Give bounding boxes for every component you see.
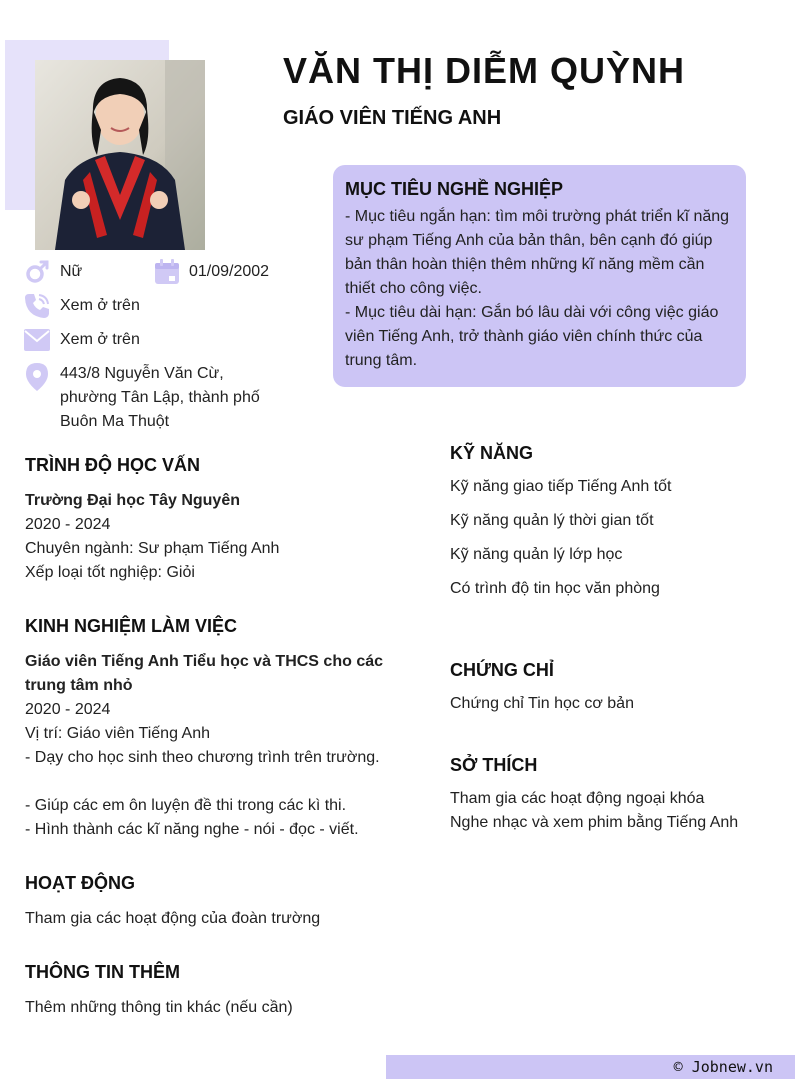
gender-value: Nữ bbox=[60, 263, 83, 280]
job-title: GIÁO VIÊN TIẾNG ANH bbox=[283, 107, 502, 129]
education-grade: Xếp loại tốt nghiệp: Giỏi bbox=[25, 564, 195, 581]
address-line: Buôn Ma Thuột bbox=[60, 413, 170, 430]
dob-value: 01/09/2002 bbox=[189, 263, 270, 280]
candidate-name: VĂN THỊ DIỄM QUỲNH bbox=[283, 50, 686, 91]
skill-item: Có trình độ tin học văn phòng bbox=[450, 580, 660, 597]
experience-duty: - Hình thành các kĩ năng nghe - nói - đọc - viết. bbox=[25, 821, 359, 838]
objective-short-term: - Mục tiêu ngắn hạn: tìm môi trường phát triển kĩ năng sư phạm Tiếng Anh của bản thân, bên cạnh đó giúp bản thân hoàn thiện thêm những kĩ năng mềm cần thiết cho công việc. bbox=[345, 208, 730, 297]
gender-icon bbox=[24, 259, 50, 285]
activities-item: Tham gia các hoạt động của đoàn trường bbox=[25, 910, 321, 927]
experience-heading: KINH NGHIỆM LÀM VIỆC bbox=[25, 616, 238, 636]
experience-position: Vị trí: Giáo viên Tiếng Anh bbox=[25, 725, 210, 742]
experience-duty: - Giúp các em ôn luyện đề thi trong các kì thi. bbox=[25, 797, 347, 814]
phone-icon bbox=[24, 293, 50, 319]
profile-photo bbox=[35, 60, 205, 250]
skill-item: Kỹ năng quản lý lớp học bbox=[450, 546, 623, 563]
address-line: phường Tân Lập, thành phố bbox=[60, 389, 260, 406]
skill-item: Kỹ năng quản lý thời gian tốt bbox=[450, 512, 654, 529]
skills-heading: KỸ NĂNG bbox=[450, 443, 534, 463]
footer-bar bbox=[386, 1055, 795, 1079]
address-value bbox=[60, 362, 260, 434]
experience-role-line: trung tâm nhỏ bbox=[25, 677, 133, 694]
experience-role bbox=[25, 650, 390, 698]
address-line: 443/8 Nguyễn Văn Cừ, bbox=[60, 365, 224, 382]
skill-item: Kỹ năng giao tiếp Tiếng Anh tốt bbox=[450, 478, 672, 495]
education-years: 2020 - 2024 bbox=[25, 516, 111, 533]
objective-long-term: - Mục tiêu dài hạn: Gắn bó lâu dài với công việc giáo viên Tiếng Anh, trở thành giáo viên chính thức của trung tâm. bbox=[345, 304, 719, 369]
experience-role-line: Giáo viên Tiếng Anh Tiểu học và THCS cho các bbox=[25, 653, 384, 670]
education-major: Chuyên ngành: Sư phạm Tiếng Anh bbox=[25, 540, 280, 557]
calendar-icon bbox=[154, 259, 180, 285]
activities-heading: HOẠT ĐỘNG bbox=[25, 873, 135, 893]
hobby-item: Tham gia các hoạt động ngoại khóa bbox=[450, 790, 705, 807]
experience-duty: - Dạy cho học sinh theo chương trình trên trường. bbox=[25, 749, 380, 766]
email-value: Xem ở trên bbox=[60, 331, 140, 348]
education-heading: TRÌNH ĐỘ HỌC VẤN bbox=[25, 455, 200, 475]
experience-years: 2020 - 2024 bbox=[25, 701, 111, 718]
objective-heading: MỤC TIÊU NGHỀ NGHIỆP bbox=[345, 179, 564, 199]
hobby-item: Nghe nhạc và xem phim bằng Tiếng Anh bbox=[450, 814, 739, 831]
career-objective-box bbox=[333, 165, 746, 387]
email-icon bbox=[24, 327, 50, 353]
extra-info-item: Thêm những thông tin khác (nếu cần) bbox=[25, 999, 293, 1016]
hobbies-heading: SỞ THÍCH bbox=[450, 755, 538, 775]
education-school: Trường Đại học Tây Nguyên bbox=[25, 492, 240, 509]
phone-value: Xem ở trên bbox=[60, 297, 140, 314]
footer-copyright: © Jobnew.vn bbox=[673, 1058, 773, 1076]
certificate-item: Chứng chỉ Tin học cơ bản bbox=[450, 695, 634, 712]
extra-info-heading: THÔNG TIN THÊM bbox=[25, 962, 180, 982]
certificates-heading: CHỨNG CHỈ bbox=[450, 660, 554, 680]
location-icon bbox=[24, 362, 50, 388]
